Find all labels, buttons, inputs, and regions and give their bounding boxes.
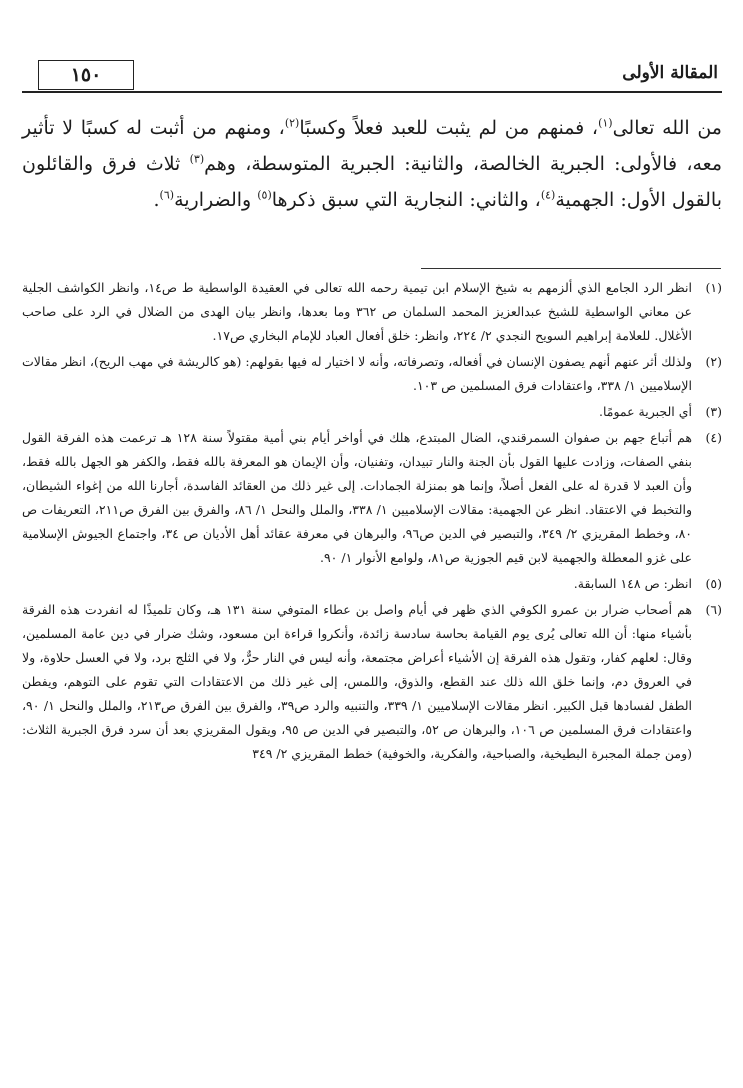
footnote-number: (٦) [705, 602, 722, 617]
footnote-3 [22, 400, 722, 424]
footnote-ref: (٣) [189, 152, 205, 166]
footnote-2 [22, 350, 722, 398]
body-text: . [153, 189, 160, 211]
page-number: ١٥٠ [38, 60, 134, 90]
footnote-1 [22, 276, 722, 348]
body-text: ثلاث فرق والقائلون بالقول الأول: الجهمية [22, 153, 722, 211]
footnote-number: (٥) [705, 576, 722, 591]
footnote-5 [22, 572, 722, 596]
footnote-ref: (٤) [540, 188, 556, 202]
body-text: ، فمنهم من لم يثبت للعبد فعلاً وكسبًا [299, 117, 599, 139]
footnote-text: أي الجبرية عمومًا. [598, 404, 692, 419]
section-title: المقالة الأولى [622, 63, 718, 83]
body-text: ، ومنهم من أثبت له كسبًا لا تأثير معه، فالأولى: الجبرية الخالصة، والثانية: الجبرية المتوسطة، وهم [22, 117, 722, 175]
footnote-divider [421, 268, 721, 269]
footnote-4 [22, 426, 722, 570]
footnote-text: ولذلك أثر عنهم أنهم يصفون الإنسان في أفعاله، وتصرفاته، وأنه لا اختيار له فيها بقولهم: (هو كالريشة في مهب الريح)، انظر مقالات الإسلاميين ١/ ٣٣٨، واعتقادات فرق المسلمين ص ١٠٣. [22, 354, 692, 393]
footnote-ref: (٥) [257, 188, 272, 202]
header-rule [22, 91, 722, 93]
footnote-ref: (٦) [159, 188, 175, 202]
body-text: من الله تعالى [612, 117, 722, 139]
footnote-ref: (٢) [284, 116, 300, 130]
footnote-number: (٤) [705, 430, 722, 445]
footnote-text: هم أصحاب ضرار بن عمرو الكوفي الذي ظهر في أيام واصل بن عطاء المتوفي سنة ١٣١ هـ، وكان تلميذًا له انفردت هذه الفرقة بأشياء منها: أن الله تعالى يُرى يوم القيامة بحاسة سادسة زائدة، وأنكروا قراءة ابن مسعود، وشك ضرار في دين عامة المسلمين، وقال: لعلهم كفار، وتقول هذه الفرقة إن الأشياء أعراض مجتمعة، وأنه ليس في النار حرٌّ، ولا في الثلج برد، ولا في العسل حلاوة، ولا في العروق دم، وإنما خلق الله ذلك عند القطع، والذوق، واللمس، إلى غير ذلك من الاعتقادات التي تقوم على التوهم، ويفطن الطفل لفسادها قبل الكبير. انظر مقالات الإسلاميين ١/ ٣٣٩، والتنبيه والرد ص٣٩، والفرق بين الفرق ص٢١٣، والملل والنحل ١/ ٩٠، واعتقادات فرق المسلمين ص ١٠٦، والبرهان ص ٥٢، والتبصير في الدين ص ٩٥، ويقول المقريزي بعد أن سرد فرق الجبرية الثلاث: (ومن جملة المجبرة البطيخية، والصباحية، والفكرية، والخوفية) خطط المقريزي ٢/ ٣٤٩ [22, 602, 693, 761]
footnotes [22, 276, 722, 768]
body-text: والضرارية [174, 189, 258, 211]
footnote-6 [22, 598, 722, 766]
footnote-ref: (١) [598, 116, 613, 130]
footnote-text: هم أتباع جهم بن صفوان السمرقندي، الضال المبتدع، هلك في أواخر أيام بني أمية مقتولاً سنة ١٢٨ هـ ترعمت هذه الفرقة القول بنفي الصفات، وزادت عليها القول بأن الجنة والنار تبيدان، وتفنيان، وأن الإيمان هو المعرفة بالله فقط، والكفر هو الجهل بالله فقط، وأن العبد لا قدرة له على الفعل أصلاً، وإنما هو بمنزلة الجمادات. إلى غير ذلك من العقائد الفاسدة، أجارنا الله من إغواء الشيطان، والتخبط في الاعتقاد. انظر عن الجهمية: مقالات الإسلاميين ١/ ٣٣٨، والملل والنحل ١/ ٨٦، والفرق بين الفرق ص٢١١، التعريفات ص ٨٠، وخطط المقريزي ٢/ ٣٤٩، والتبصير في الدين ص٩٦، والبرهان في معرفة عقائد أهل الأديان ص ٣٤، واجتماع الجيوش الإسلامية على غزو المعطلة والجهمية لابن قيم الجوزية ص٨١، ولوامع الأنوار ١/ ٩٠. [22, 430, 693, 565]
footnote-text: انظر: ص ١٤٨ السابقة. [573, 576, 692, 591]
page-header [22, 58, 722, 98]
footnote-number: (٣) [705, 404, 722, 419]
main-paragraph [22, 110, 722, 218]
body-text: ، والثاني: النجارية التي سبق ذكرها [271, 189, 541, 211]
footnote-number: (١) [705, 280, 722, 295]
footnote-number: (٢) [705, 354, 722, 369]
footnote-text: انظر الرد الجامع الذي ألزمهم به شيخ الإسلام ابن تيمية رحمه الله تعالى في العقيدة الواسطية ط ص١٤، وانظر الكواشف الجلية عن معاني الواسطية للشيخ عبدالعزيز المحمد السلمان ص ٣٦٢ وما بعدها، وانظر بيان الهدى من الضلال في الرد على صاحب الأغلال. للعلامة إبراهيم السويح النجدي ٢/ ٢٢٤، وانظر: خلق أفعال العباد للإمام البخاري ص١٧. [22, 280, 692, 343]
